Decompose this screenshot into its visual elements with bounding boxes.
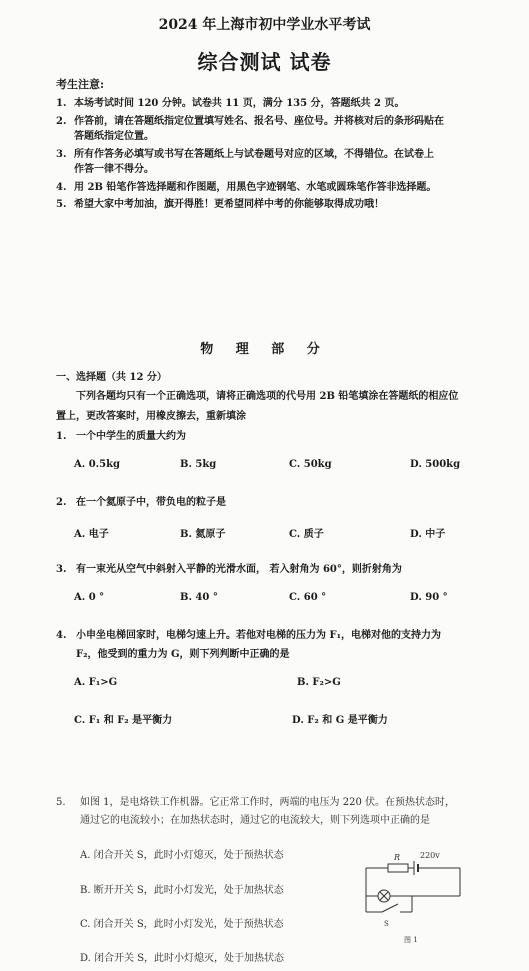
- instruction-line-2: 置上，更改答案时，用橡皮擦去，重新填涂: [56, 411, 246, 422]
- question-4-cont: F₂，他受到的重力为 G，则下列判断中正确的是: [76, 649, 290, 660]
- instruction-line-1: 下列各题均只有一个正确选项，请将正确选项的代号用 2B 铅笔填涂在答题纸的相应位: [76, 391, 459, 402]
- question-stem: 小申坐电梯回家时，电梯匀速上升。若他对电梯的压力为 F₁，电梯对他的支持力为: [76, 630, 441, 641]
- q2-option-c: C. 质子: [289, 529, 324, 540]
- note-text: 本场考试时间 120 分钟。试卷共 11 页，满分 135 分，答题纸共 2 页。: [74, 98, 405, 109]
- note-item-3: [56, 145, 434, 160]
- note-item-1: [56, 94, 404, 109]
- question-1: [56, 427, 186, 442]
- q2-option-a: A. 电子: [74, 529, 109, 540]
- q4-option-b: B. F₂>G: [297, 677, 341, 688]
- question-stem: 有一束光从空气中斜射入平静的光滑水面， 若入射角为 60°，则折射角为: [76, 564, 402, 575]
- q1-option-d: D. 500kg: [410, 459, 461, 470]
- voltage-label: 220v: [420, 851, 440, 860]
- paper-title: 综合测试 试卷: [197, 50, 332, 74]
- note-number: 2.: [56, 116, 67, 127]
- q3-option-a: A. 0 °: [74, 592, 105, 603]
- note-text-cont: 答题纸指定位置。: [74, 131, 154, 142]
- note-text: 用 2B 铅笔作答选择题和作图题，用黑色字迹钢笔、水笔或圆珠笔作答非选择题。: [74, 182, 437, 193]
- question-3: [56, 560, 402, 575]
- q3-option-c: C. 60 °: [289, 592, 327, 603]
- q4-option-c: C. F₁ 和 F₂ 是平衡力: [74, 715, 173, 726]
- q1-option-b: B. 5kg: [180, 459, 217, 470]
- q3-option-d: D. 90 °: [410, 592, 448, 603]
- q5-option-b: B. 断开开关 S，此时小灯发光，处于加热状态: [80, 885, 284, 896]
- note-item-2: [56, 112, 444, 127]
- q1-option-a: A. 0.5kg: [74, 459, 121, 470]
- circuit-diagram: [358, 846, 468, 946]
- resistor-label: R: [394, 853, 401, 862]
- note-text: 所有作答务必填写或书写在答题纸上与试卷题号对应的区域，不得错位。在试卷上: [74, 149, 434, 160]
- question-5-cont: 通过它的电流较小；在加热状态时，通过它的电流较大，则下列选项中正确的是: [80, 815, 430, 826]
- question-2: [56, 493, 226, 508]
- question-number: 5.: [56, 797, 66, 808]
- question-stem: 一个中学生的质量大约为: [76, 431, 186, 442]
- part-heading: 一、选择题（共 12 分）: [56, 372, 167, 383]
- note-number: 1.: [56, 98, 67, 109]
- figure-caption: 图 1: [404, 936, 418, 944]
- section-title: 物 理 部 分: [200, 342, 329, 357]
- q1-option-c: C. 50kg: [289, 459, 332, 470]
- q2-option-b: B. 氦原子: [180, 529, 226, 540]
- q4-option-a: A. F₁>G: [74, 677, 118, 688]
- q5-option-d: D. 闭合开关 S，此时小灯熄灭，处于加热状态: [80, 953, 285, 964]
- question-stem: 在一个氦原子中，带负电的粒子是: [76, 497, 226, 508]
- notes-heading: 考生注意:: [56, 78, 105, 91]
- resistor-symbol: [388, 864, 408, 872]
- question-number: 2.: [56, 497, 67, 508]
- q5-option-a: A. 闭合开关 S，此时小灯熄灭，处于预热状态: [80, 850, 284, 861]
- switch-symbol: [382, 904, 398, 912]
- q2-option-d: D. 中子: [410, 529, 446, 540]
- note-text-cont: 作答一律不得分。: [74, 164, 154, 175]
- note-text: 作答前，请在答题纸指定位置填写姓名、报名号、座位号。并将核对后的条形码贴在: [74, 116, 444, 127]
- q4-option-d: D. F₂ 和 G 是平衡力: [292, 715, 388, 726]
- note-text: 希望大家中考加油，旗开得胜！更希望同样中考的你能够取得成功哦！: [74, 199, 384, 210]
- question-4: [56, 626, 441, 641]
- note-number: 3.: [56, 149, 67, 160]
- q3-option-b: B. 40 °: [180, 592, 218, 603]
- note-number: 4.: [56, 182, 67, 193]
- note-item-5: [56, 195, 384, 210]
- question-5: [56, 793, 455, 808]
- question-number: 3.: [56, 564, 67, 575]
- question-stem: 如图 1，是电烙铁工作机器。它正常工作时，两端的电压为 220 伏。在预热状态时，: [80, 797, 455, 808]
- switch-label: S: [384, 920, 389, 928]
- note-item-4: [56, 178, 436, 193]
- question-number: 1.: [56, 431, 67, 442]
- question-number: 4.: [56, 630, 67, 641]
- q5-option-c: C. 闭合开关 S，此时小灯发光，处于预热状态: [80, 919, 284, 930]
- exam-title: 2024 年上海市初中学业水平考试: [158, 17, 371, 33]
- note-number: 5.: [56, 199, 67, 210]
